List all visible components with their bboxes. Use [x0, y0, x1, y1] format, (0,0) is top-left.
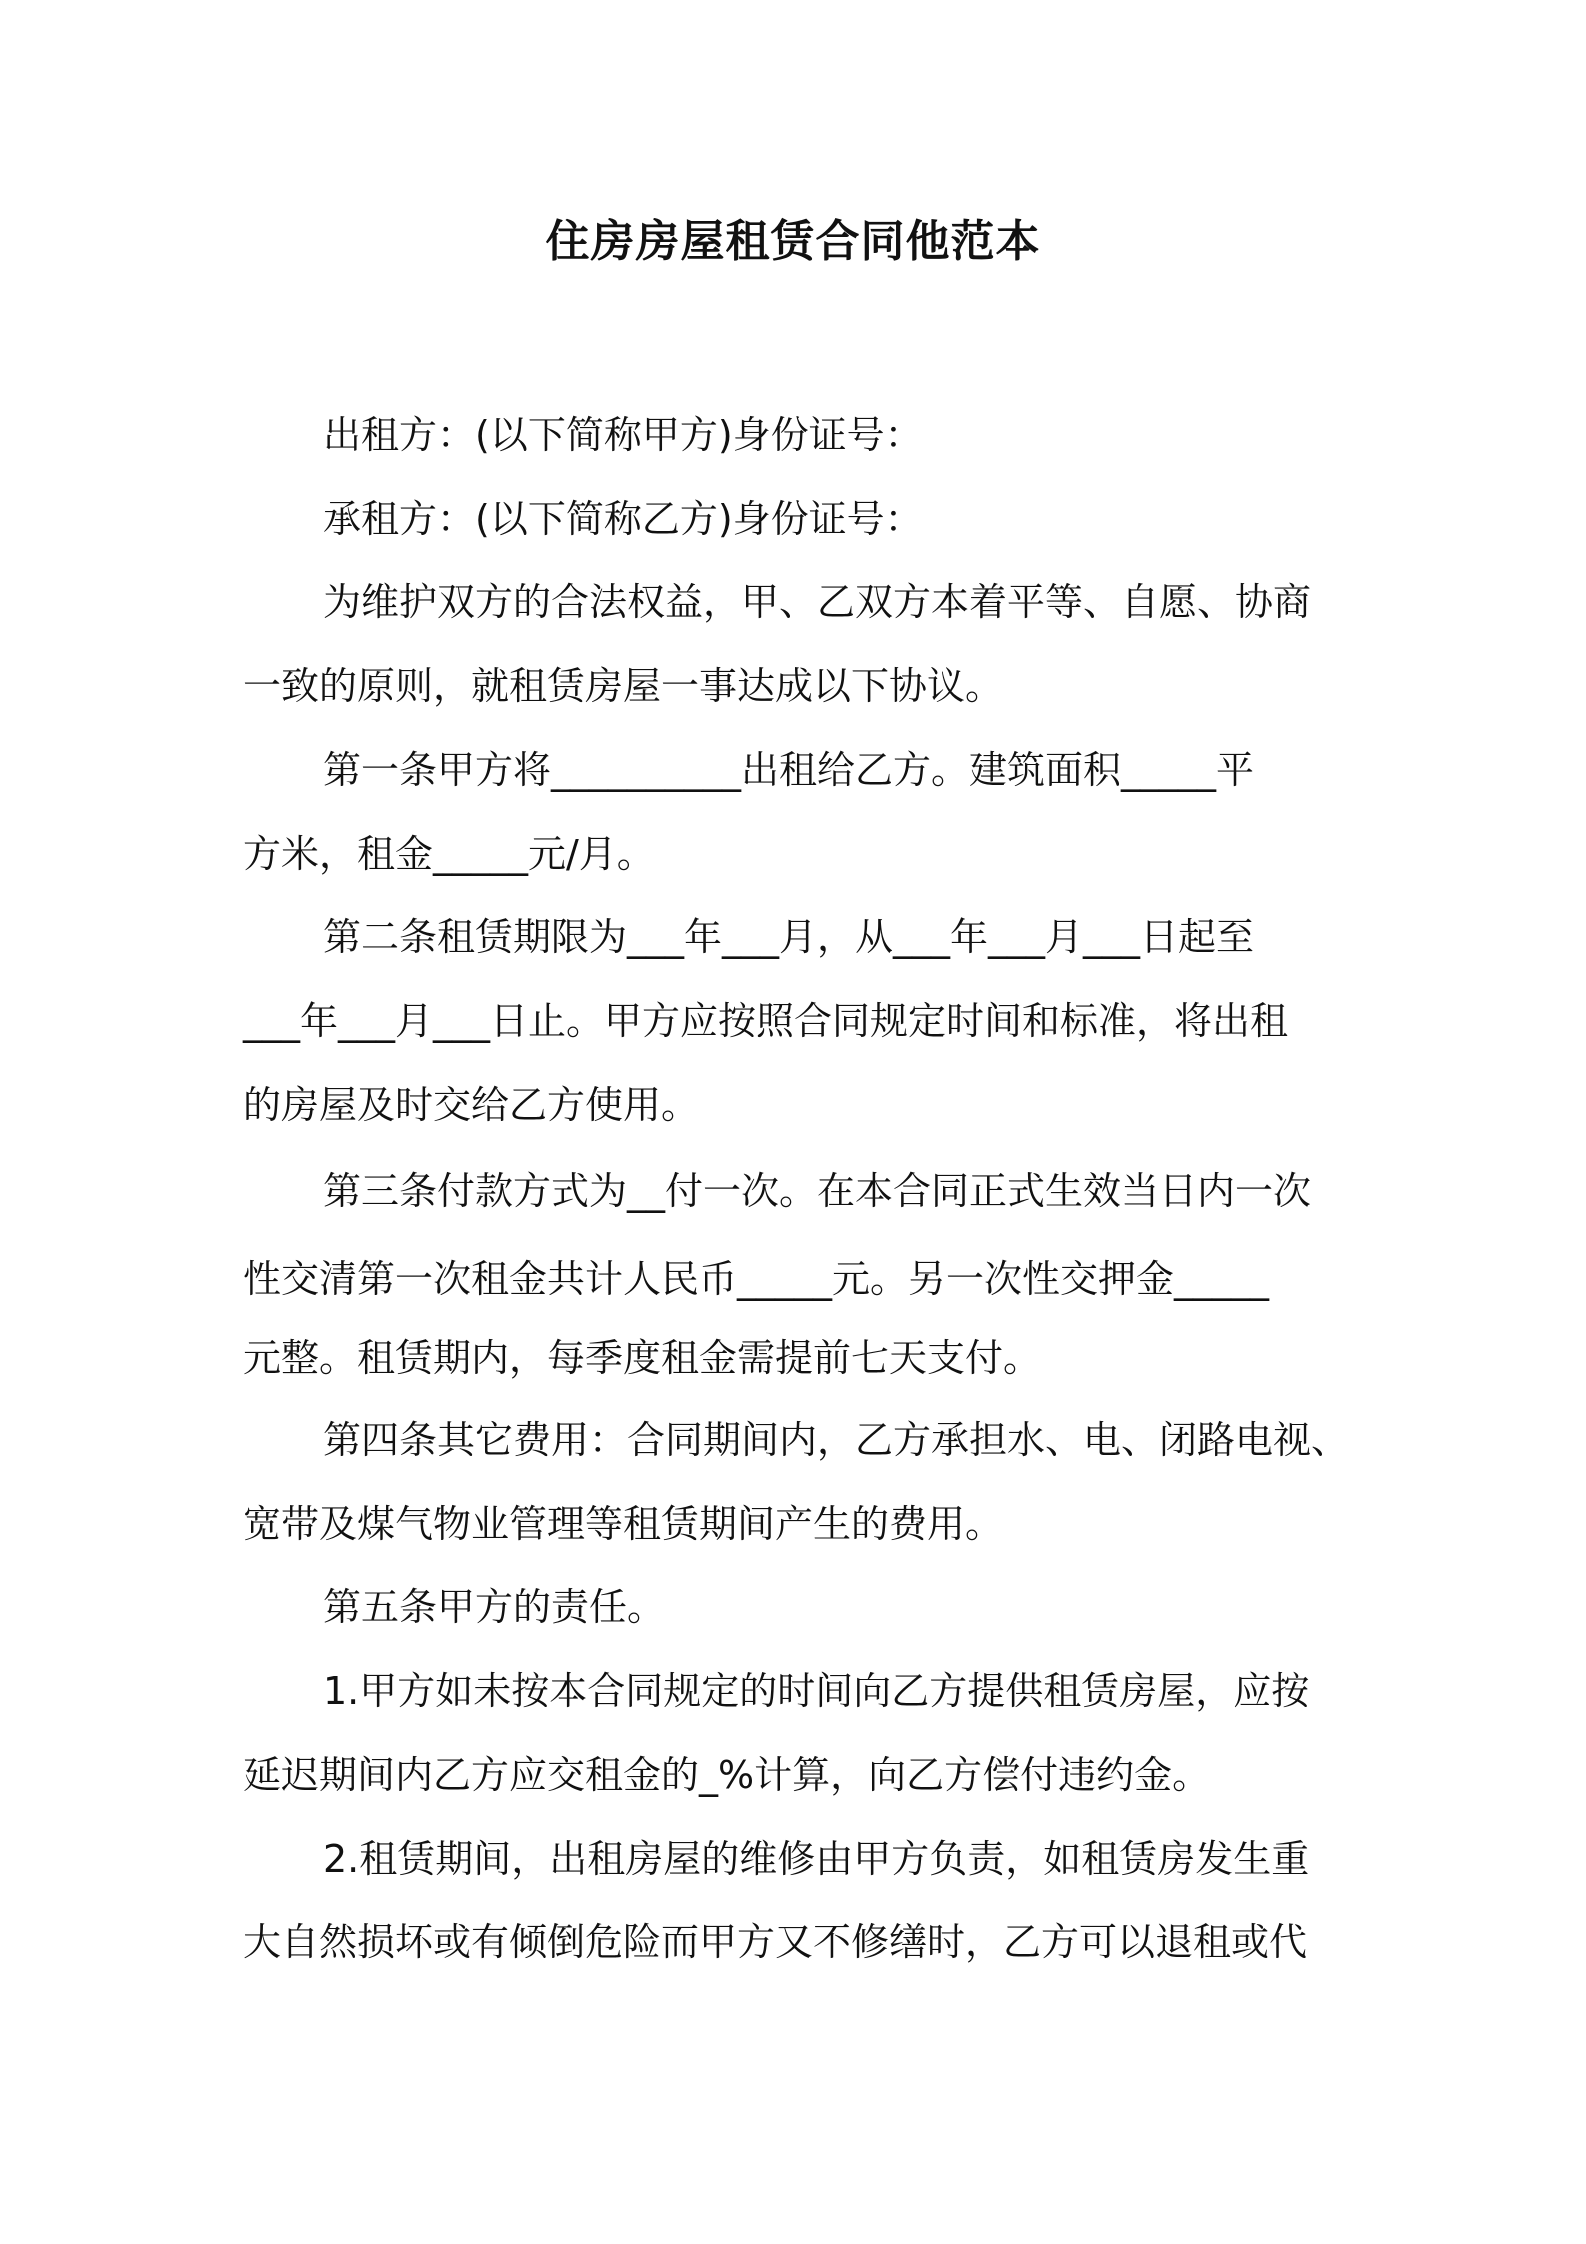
- article-2-line-3: 的房屋及时交给乙方使用。: [243, 1083, 700, 1127]
- article-1-line-1: 第一条甲方将__________出租给乙方。建筑面积_____平: [323, 748, 1255, 792]
- article-3-line-2: 性交清第一次租金共计人民币_____元。另一次性交押金_____: [243, 1257, 1270, 1301]
- preamble-line-2: 一致的原则，就租赁房屋一事达成以下协议。: [243, 664, 1004, 708]
- document-title: 住房房屋租赁合同他范本: [545, 216, 1041, 267]
- article-1-line-2: 方米，租金_____元/月。: [243, 832, 655, 876]
- article-5-heading: 第五条甲方的责任。: [323, 1585, 666, 1629]
- article-4-line-2: 宽带及煤气物业管理等租赁期间产生的费用。: [243, 1502, 1004, 1546]
- article-5-item-2-line-1: 2.租赁期间，出租房屋的维修由甲方负责，如租赁房发生重: [323, 1837, 1310, 1881]
- article-5-item-1-line-2: 延迟期间内乙方应交租金的_%计算，向乙方偿付违约金。: [243, 1753, 1211, 1797]
- article-5-item-2-line-2: 大自然损坏或有倾倒危险而甲方又不修缮时，乙方可以退租或代: [243, 1920, 1308, 1964]
- article-2-line-2: ___年___月___日止。甲方应按照合同规定时间和标准，将出租: [243, 999, 1289, 1043]
- article-4-line-1: 第四条其它费用：合同期间内，乙方承担水、电、闭路电视、: [323, 1418, 1350, 1462]
- article-3-line-1: 第三条付款方式为__付一次。在本合同正式生效当日内一次: [323, 1169, 1312, 1213]
- preamble-line-1: 为维护双方的合法权益，甲、乙双方本着平等、自愿、协商: [323, 580, 1312, 624]
- lessor-line: 出租方：(以下简称甲方)身份证号：: [323, 413, 923, 457]
- article-2-line-1: 第二条租赁期限为___年___月，从___年___月___日起至: [323, 915, 1255, 959]
- lessee-line: 承租方：(以下简称乙方)身份证号：: [323, 497, 923, 541]
- article-3-line-3: 元整。租赁期内，每季度租金需提前七天支付。: [243, 1336, 1042, 1380]
- article-5-item-1-line-1: 1.甲方如未按本合同规定的时间向乙方提供租赁房屋，应按: [323, 1669, 1310, 1713]
